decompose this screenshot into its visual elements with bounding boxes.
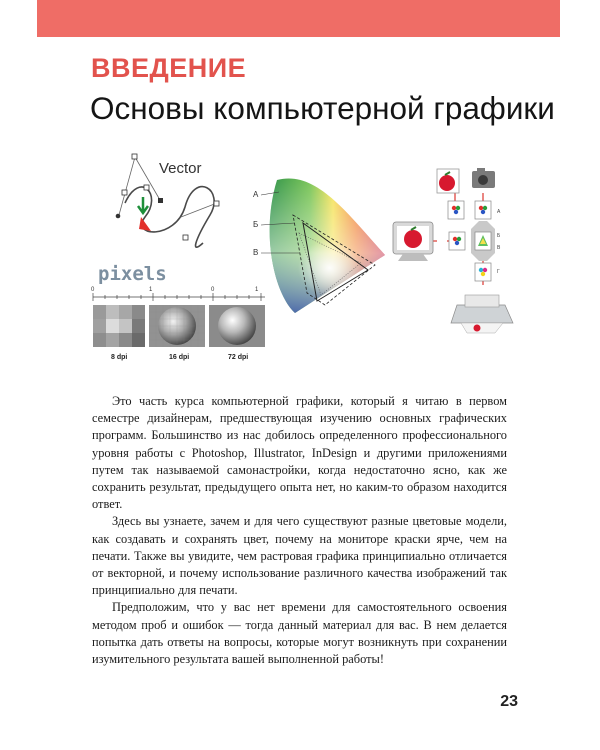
profile-label-b: Б (497, 233, 501, 239)
section-kicker: ВВЕДЕНИЕ (91, 53, 247, 83)
body-text (92, 393, 507, 668)
pixel-sample-8dpi (93, 305, 145, 347)
dpi-label-16: 16 dpi (169, 354, 190, 361)
page-number: 23 (500, 693, 518, 710)
gamut-label-b: Б (253, 220, 259, 229)
ruler-label-1: 1 (149, 287, 153, 293)
profile-label-v: В (497, 245, 501, 251)
paragraph: Предположим, что у вас нет времени для самостоятельного освоения методом проб и ошибок — тогда данный материал для вас. В нем делается попытка дать ответы на вопросы, которые могут возникнуть при сохранении изумительного результата вашей выполненной работы! (92, 600, 507, 667)
hero-illustration (85, 145, 525, 375)
profile-label-g: Г (497, 269, 500, 275)
page-title: Основы компьютерной графики (90, 90, 555, 126)
dpi-label-72: 72 dpi (228, 354, 249, 361)
paragraph: Здесь вы узнаете, зачем и для чего существуют разные цветовые модели, как создавать и сохранять цвет, почему на мониторе краски ярче, чем на печати. Также вы увидите, чем растровая графика принципиально отличается от векторной, и почему использование различного качества изображений так принципиально для печати. (92, 514, 507, 598)
ruler-label-3: 1 (255, 287, 259, 293)
gamut-label-a: А (253, 190, 259, 199)
pixel-sample-72dpi (209, 305, 265, 347)
dpi-label-8: 8 dpi (111, 354, 128, 361)
ruler-label-0: 0 (91, 287, 95, 293)
ruler-label-2: 0 (211, 287, 215, 293)
gamut-label-v: В (253, 248, 259, 257)
pixel-sample-16dpi (149, 305, 205, 347)
color-workflow-diagram (393, 168, 513, 333)
pixels-label: pixels (98, 263, 167, 285)
paragraph: Это часть курса компьютерной графики, который я читаю в первом семестре дизайнерам, предшествующая изучению основных графических программ. Большинство из нас добилось определенного профессионального уровня работы с Photoshop, Illustrator, InDesign и другими приложениями путем так называемой самонастройки, когда недостаточно ясно, как же сохранить результат, предыдущего опыта нет, но каким-то образом находится ответ. (92, 394, 507, 512)
pixel-ruler (93, 293, 265, 301)
header-color-bar (37, 0, 560, 37)
color-gamut-diagram (255, 165, 395, 325)
vector-label: Vector (159, 160, 202, 177)
profile-label-a: А (497, 209, 501, 215)
